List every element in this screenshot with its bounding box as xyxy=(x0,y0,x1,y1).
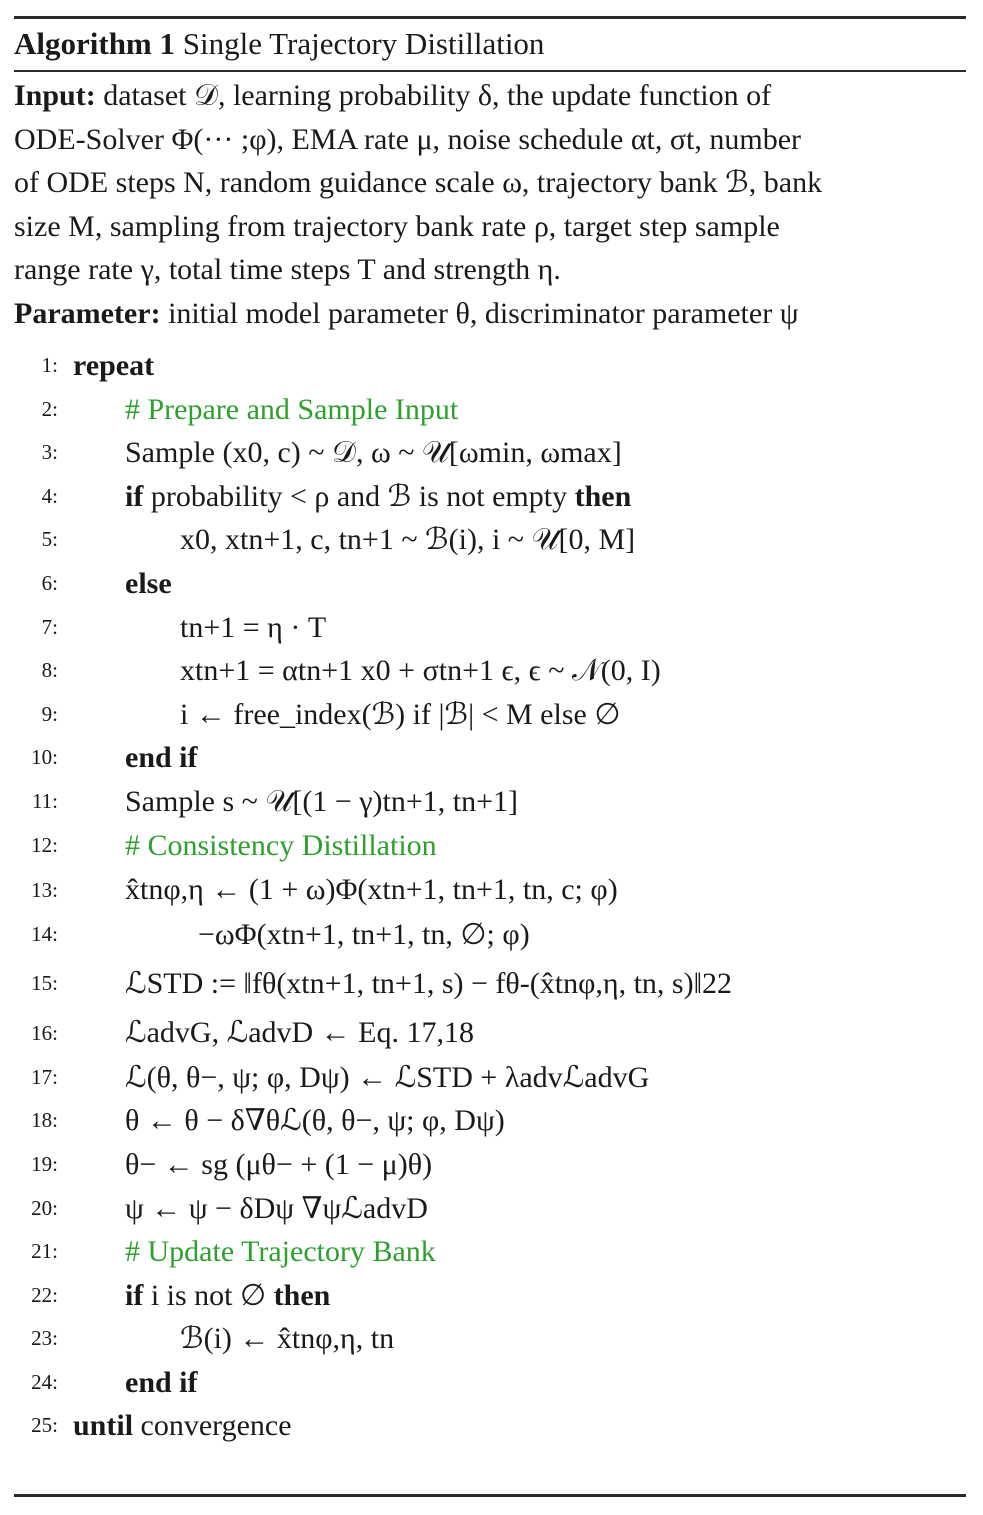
algo-line-1 xyxy=(0,344,983,388)
line-code: if i is not ∅ then xyxy=(125,1278,331,1312)
algo-line-24 xyxy=(0,1361,983,1405)
line-code: x̂tnφ,η ← (1 + ω)Φ(xtn+1, tn+1, tn, c; φ) xyxy=(125,873,618,907)
line-number: 6: xyxy=(41,570,58,595)
parameter-text: initial model parameter θ, discriminator parameter ψ xyxy=(168,296,799,330)
input-line-5: range rate γ, total time steps T and strength η. xyxy=(14,253,561,287)
input-line-1 xyxy=(14,74,969,118)
algo-line-16 xyxy=(0,1010,983,1056)
line-comment: # Consistency Distillation xyxy=(125,828,437,862)
line-number: 22: xyxy=(31,1282,58,1307)
top-rule xyxy=(14,16,966,19)
line-number: 16: xyxy=(31,1020,58,1045)
input-line-4: size M, sampling from trajectory bank rate ρ, target step sample xyxy=(14,209,780,243)
input-text-1: dataset 𝒟, learning probability δ, the update function of xyxy=(103,79,772,112)
line-number: 11: xyxy=(31,788,58,813)
title-rule xyxy=(14,70,966,72)
algo-line-12 xyxy=(0,824,983,868)
input-line-2: ODE-Solver Φ(··· ;φ), EMA rate μ, noise schedule αt, σt, number xyxy=(14,122,802,156)
algo-line-11 xyxy=(0,780,983,824)
line-code: if probability < ρ and ℬ is not empty then xyxy=(125,479,632,513)
line-code: ψ ← ψ − δDψ ∇ψℒadvD xyxy=(125,1191,428,1225)
line-number: 3: xyxy=(41,440,58,465)
algo-line-4 xyxy=(0,475,983,519)
algo-line-9 xyxy=(0,693,983,737)
algo-line-2 xyxy=(0,388,983,432)
line-code: ℒ(θ, θ−, ψ; φ, Dψ) ← ℒSTD + λadvℒadvG xyxy=(125,1060,650,1094)
line-code: end if xyxy=(125,741,198,775)
algo-line-15 xyxy=(0,957,983,1010)
algorithm-header xyxy=(14,74,969,336)
line-number: 10: xyxy=(31,745,58,770)
algorithm-name: Single Trajectory Distillation xyxy=(182,26,545,61)
line-number: 19: xyxy=(31,1151,58,1176)
bottom-rule xyxy=(14,1494,966,1497)
algo-line-6 xyxy=(0,562,983,606)
algorithm-body xyxy=(0,344,983,1448)
line-code: ℒadvG, ℒadvD ← Eq. 17,18 xyxy=(125,1015,474,1049)
line-code: repeat xyxy=(73,349,155,382)
line-number: 18: xyxy=(31,1108,58,1133)
line-comment: # Update Trajectory Bank xyxy=(125,1235,436,1269)
line-number: 15: xyxy=(31,970,58,995)
line-number: 13: xyxy=(31,878,58,903)
algo-line-22 xyxy=(0,1274,983,1318)
input-line-3: of ODE steps N, random guidance scale ω, trajectory bank ℬ, bank xyxy=(14,166,823,200)
algo-line-17 xyxy=(0,1056,983,1100)
algo-line-3 xyxy=(0,431,983,475)
parameter-line xyxy=(14,292,969,336)
algo-line-7 xyxy=(0,606,983,650)
line-code: end if xyxy=(125,1365,198,1399)
line-code: tn+1 = η · T xyxy=(180,610,327,644)
algo-line-14 xyxy=(0,913,983,957)
line-number: 8: xyxy=(41,658,58,683)
line-number: 4: xyxy=(41,483,58,508)
algo-line-13 xyxy=(0,867,983,913)
algo-line-10 xyxy=(0,736,983,780)
line-number: 1: xyxy=(41,353,58,377)
line-number: 9: xyxy=(41,701,58,726)
line-number: 23: xyxy=(31,1326,58,1351)
line-code: until convergence xyxy=(73,1409,292,1443)
line-code: θ ← θ − δ∇θℒ(θ, θ−, ψ; φ, Dψ) xyxy=(125,1104,505,1138)
line-number: 7: xyxy=(41,614,58,639)
line-code: Sample (x0, c) ~ 𝒟, ω ~ 𝒰[ωmin, ωmax] xyxy=(125,436,622,470)
line-number: 12: xyxy=(31,832,58,857)
algo-line-21 xyxy=(0,1230,983,1274)
line-number: 14: xyxy=(31,922,58,947)
line-number: 2: xyxy=(41,396,58,421)
line-code: ℒSTD := ‖fθ(xtn+1, tn+1, s) − fθ-(x̂tnφ,η, tn, s)‖22 xyxy=(125,966,733,1000)
line-code: else xyxy=(125,566,172,600)
algo-line-23 xyxy=(0,1317,983,1361)
algo-line-18 xyxy=(0,1099,983,1143)
line-code: Sample s ~ 𝒰[(1 − γ)tn+1, tn+1] xyxy=(125,784,519,818)
line-code: θ− ← sg (μθ− + (1 − μ)θ) xyxy=(125,1147,433,1181)
line-comment: # Prepare and Sample Input xyxy=(125,392,459,426)
parameter-label: Parameter: xyxy=(14,296,161,330)
algo-line-5 xyxy=(0,518,983,562)
line-number: 17: xyxy=(31,1064,58,1089)
algo-line-20 xyxy=(0,1187,983,1231)
algo-line-8 xyxy=(0,649,983,693)
line-number: 5: xyxy=(41,527,58,552)
line-code: i ← free_index(ℬ) if |ℬ| < M else ∅ xyxy=(180,697,621,731)
line-number: 20: xyxy=(31,1195,58,1220)
algo-line-19 xyxy=(0,1143,983,1187)
line-code: ℬ(i) ← x̂tnφ,η, tn xyxy=(180,1322,395,1356)
algorithm-label: Algorithm 1 xyxy=(14,26,176,61)
input-label: Input: xyxy=(14,79,96,112)
line-number: 25: xyxy=(31,1413,58,1438)
algorithm-title xyxy=(14,24,544,64)
line-code: −ωΦ(xtn+1, tn+1, tn, ∅; φ) xyxy=(198,918,530,952)
line-number: 21: xyxy=(31,1239,58,1264)
line-code: xtn+1 = αtn+1 x0 + σtn+1 ϵ, ϵ ~ 𝒩(0, I) xyxy=(180,654,661,688)
line-code: x0, xtn+1, c, tn+1 ~ ℬ(i), i ~ 𝒰[0, M] xyxy=(180,523,636,557)
algo-line-25 xyxy=(0,1404,983,1448)
line-number: 24: xyxy=(31,1369,58,1394)
